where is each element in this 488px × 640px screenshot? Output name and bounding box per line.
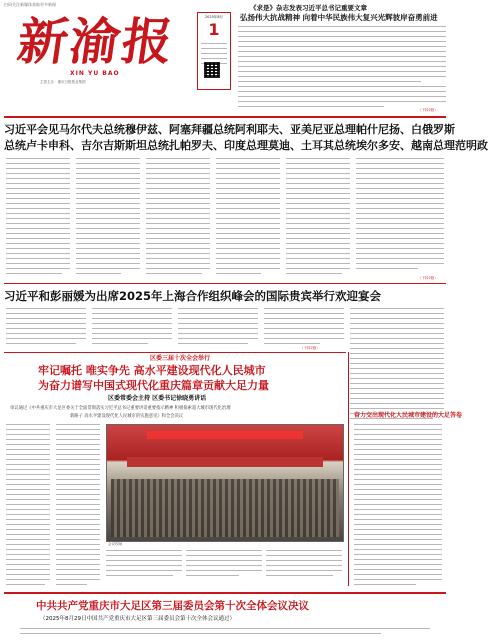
top-right-body	[238, 26, 446, 111]
masthead-logo: 新渝报	[13, 12, 179, 71]
plenum-body-col-3	[106, 550, 182, 580]
issue-number: 1	[208, 20, 220, 39]
side-column-body	[354, 424, 442, 589]
second-more[interactable]: （下转2版）	[300, 346, 320, 350]
plenum-body-col-1	[6, 424, 50, 589]
plenum-photo[interactable]	[106, 424, 344, 542]
masthead-subinfo: 主管主办：重庆日报报业集团	[40, 80, 86, 84]
plenum-summary-1: 审议通过《中共重庆市大足区委关于全面贯彻落实习近平总书记重要讲话重要指示精神 积极探索超大城市现代化治理	[10, 406, 231, 411]
lead-headline-2[interactable]: 总统卢卡申科、吉尔吉斯斯坦总统扎帕罗夫、印度总理莫迪、土耳其总统埃尔多安、越南总理范明政	[4, 139, 488, 152]
second-body-col-1	[6, 308, 86, 348]
plenum-headline-2[interactable]: 为奋力谱写中国式现代化重庆篇章贡献大足力量	[38, 379, 269, 392]
top-right-headline[interactable]: 弘扬伟大抗战精神 向着中华民族伟大复兴光辉彼岸奋勇前进	[240, 13, 438, 22]
lead-body-col-1	[6, 158, 70, 278]
photo-caption: 会议现场	[108, 542, 123, 546]
plenum-body-col-4	[186, 550, 262, 580]
second-body-col-4	[264, 308, 344, 348]
top-right-more[interactable]: （下转2版）	[418, 108, 438, 112]
lead-body-col-3	[146, 158, 210, 278]
qr-code-1[interactable]	[204, 62, 220, 78]
issue-date: 2025年8月	[204, 15, 224, 19]
photo-audience	[111, 479, 339, 537]
plenum-headline-1[interactable]: 牢记嘱托 唯实争先 高水平建设现代化人民城市	[38, 364, 266, 377]
resolution-body	[20, 628, 430, 638]
plenum-body-col-5	[266, 550, 342, 580]
lead-body-col-4	[216, 158, 280, 278]
top-right-kicker: 《求是》杂志发表习近平总书记重要文章	[250, 4, 367, 12]
masthead-pinyin: XIN YU BAO	[70, 70, 120, 77]
plenum-kicker: 区委三届十次全会举行	[150, 355, 211, 362]
issue-box	[197, 12, 231, 90]
top-note: 扫码关注新媒体获取更多新闻	[4, 2, 56, 7]
lead-body-col-6	[356, 158, 444, 273]
rule-4	[4, 592, 446, 594]
lead-headline-1[interactable]: 习近平会见马尔代夫总统穆伊兹、阿塞拜疆总统阿利耶夫、亚美尼亚总理帕什尼扬、白俄罗斯	[4, 123, 455, 136]
plenum-byline: 区委常委会主持 区委书记徐晓勇讲话	[108, 395, 207, 402]
resolution-subhead: （2025年8月29日中国共产党重庆市大足区第三届委员会第十次全体会议通过）	[40, 616, 235, 622]
lead-more[interactable]: （下转2版）	[418, 276, 438, 280]
second-body-col-3	[178, 308, 258, 348]
photo-rostrum	[127, 457, 323, 467]
second-headline[interactable]: 习近平和彭丽媛为出席2025年上海合作组织峰会的国际贵宾举行欢迎宴会	[4, 289, 382, 303]
lead-body-col-5	[286, 158, 350, 278]
second-body-col-2	[92, 308, 172, 348]
rule-1	[4, 116, 446, 118]
lead-body-col-2	[76, 158, 140, 278]
plenum-summary-2: 新路子 高水平建设现代化人民城市的实施意见》和全会决议	[70, 414, 184, 419]
resolution-headline[interactable]: 中共共产党重庆市大足区第三届委员会第十次全体会议决议	[36, 600, 309, 612]
rule-2	[4, 283, 446, 284]
plenum-body-col-2	[56, 424, 100, 589]
side-column-headline[interactable]: 奋力交出现代化人民城市建设的大足答卷	[354, 412, 463, 419]
photo-stage-banner	[147, 431, 303, 439]
